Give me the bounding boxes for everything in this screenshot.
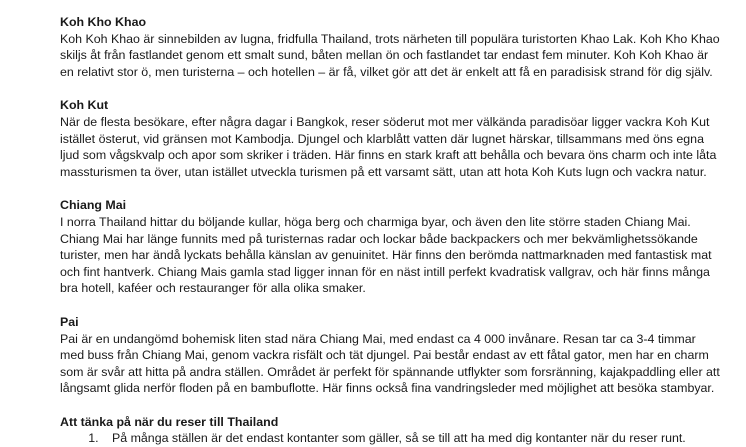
section-body: Pai är en undangömd bohemisk liten stad nära Chiang Mai, med endast ca 4 000 invånare. Resan tar ca 3-4 timmar med buss från Chiang Mai, genom vackra risfält och tät djungel. Pai består endast av ett fåtal gator, men har en charm som är svår att hitta på andra ställen. Området är perfekt för spännande utflykter som forsränning, kajakpaddling eller att långsamt glida nerför floden på en bambuflotte. Här finns också fina vandringsleder med möjlighet att besöka stambyar. [60, 331, 720, 396]
section-koh-kho-khao [60, 14, 720, 80]
section-travel-tips [60, 414, 720, 447]
section-body: I norra Thailand hittar du böljande kullar, höga berg och charmiga byar, och även den lite större staden Chiang Mai. Chiang Mai har länge funnits med på turisternas radar och lockar både backpackers och mer bekvämlighetssökande turister, men har ändå lyckats behålla känslan av genuinitet. Här finns den berömda nattmarknaden med fantastisk mat och fint hantverk. Chiang Mais gamla stad ligger innan för en näst intill perfekt kvadratisk vallgrav, och här finns många bra hotell, kaféer och restauranger för alla olika smaker. [60, 214, 712, 296]
section-body: Koh Koh Khao är sinnebilden av lugna, fridfulla Thailand, trots närheten till populära turistorten Khao Lak. Koh Kho Khao skiljs åt från fastlandet genom ett smalt sund, båten mellan ön och fastlandet tar endast fem minuter. Koh Koh Khao är en relativt stor ö, men turisterna – och hotellen – är få, vilket gör att det är enkelt att få en paradisisk strand för dig själv. [60, 31, 720, 79]
section-chiang-mai [60, 197, 720, 297]
section-pai [60, 314, 720, 397]
tips-heading: Att tänka på när du reser till Thailand [60, 414, 279, 429]
section-heading: Pai [60, 314, 79, 329]
section-heading: Koh Kut [60, 98, 109, 113]
section-koh-kut [60, 97, 720, 180]
list-item: 1. På många ställen är det endast kontanter som gäller, så se till att ha med dig kontanter när du reser runt. [102, 430, 720, 447]
section-heading: Koh Kho Khao [60, 15, 147, 29]
section-body: När de flesta besökare, efter några dagar i Bangkok, reser söderut mot mer välkända paradisöar ligger vackra Koh Kut istället österut, vid gränsen mot Kambodja. Djungel och klarblått vatten där lugnet härskar, tillsammans med öns egna ljud som vågskvalp och apor som skriker i träden. Här finns en stark kraft att behålla och bevara öns charm och inte låta massturismen ta över, utan istället utveckla turismen på ett varsamt sätt, utan att hota Koh Kuts lugn och vackra natur. [60, 114, 717, 179]
section-heading: Chiang Mai [60, 198, 127, 213]
tips-list [60, 430, 720, 447]
